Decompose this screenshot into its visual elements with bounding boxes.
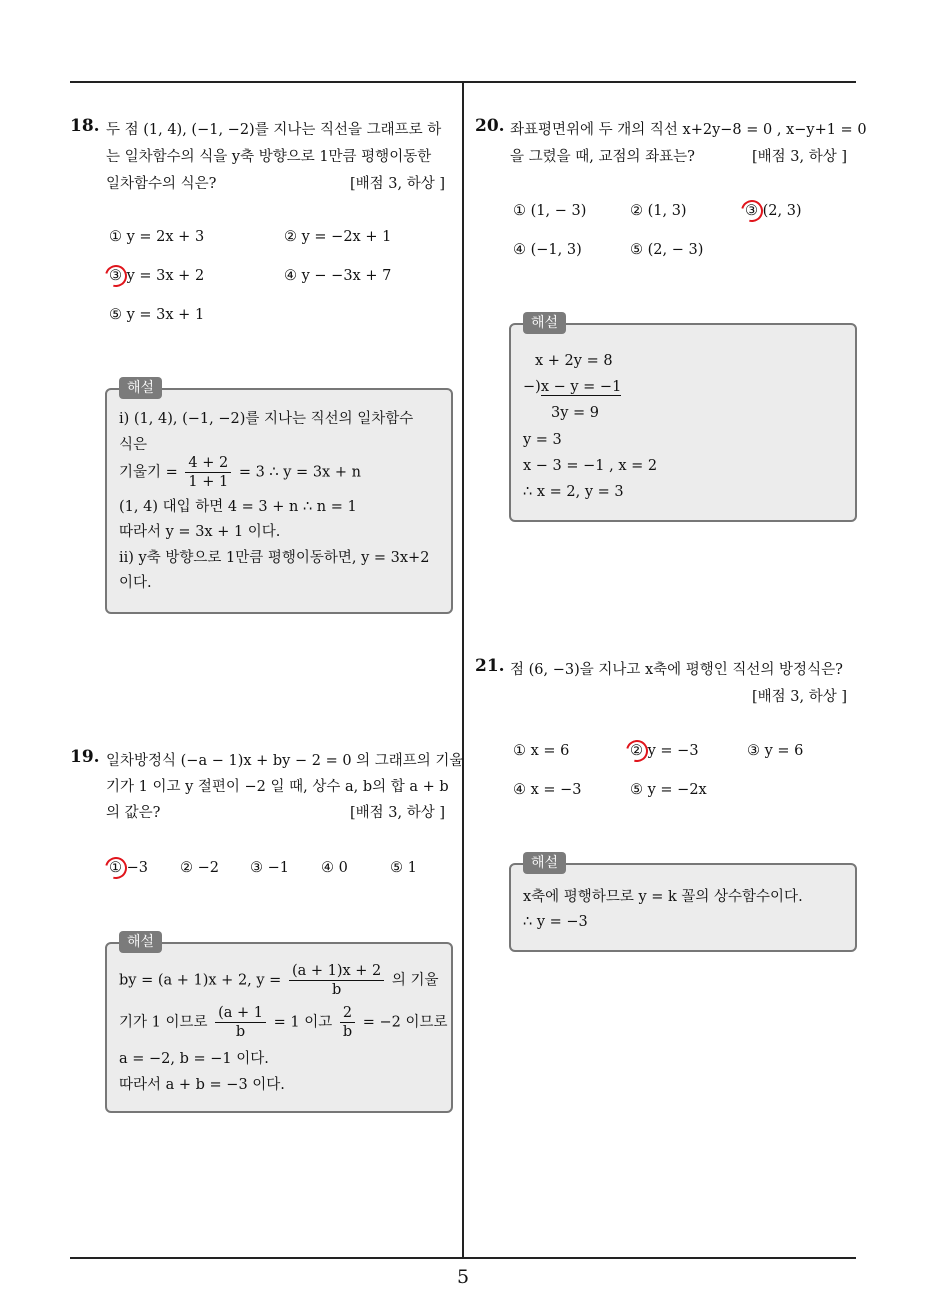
- explanation-tab: 해설: [119, 377, 162, 399]
- choice-1[interactable]: ① x = 6: [513, 743, 570, 759]
- explanation-line: 기울기 = $\frac{4 + 2}{1 + 1}$ = 3 ∴ y = 3x + n: [119, 455, 361, 490]
- explanation-line: ⅱ) y축 방향으로 1만큼 평행이동하면, y = 3x+2: [119, 550, 430, 566]
- explanation-tab: 해설: [523, 312, 566, 334]
- question-text-line: 두 점 (1, 4), (−1, −2)를 지나는 직선을 그래프로 하: [106, 122, 442, 138]
- explanation-line: 기가 1 이므로 $\frac{(a + 1}{b}$ = 1 이고 $\frac{2}{b}$ = −2 이므로: [119, 1005, 448, 1040]
- explanation-line: y = 3: [523, 432, 562, 448]
- explanation-line: ∴ x = 2, y = 3: [523, 484, 624, 500]
- explanation-line: x − 3 = −1 , x = 2: [523, 458, 658, 474]
- choice-3[interactable]: ③ y = 6: [747, 743, 804, 759]
- question-text-line: 점 (6, −3)을 지나고 x축에 평행인 직선의 방정식은?: [510, 662, 843, 678]
- explanation-line: 3y = 9: [551, 405, 600, 421]
- explanation-line: a = −2, b = −1 이다.: [119, 1051, 269, 1067]
- explanation-box: [509, 315, 857, 522]
- choice-5[interactable]: ⑤ y = −2x: [630, 782, 707, 798]
- explanation-box: [509, 855, 857, 952]
- bottom-rule: [70, 1257, 856, 1259]
- score-label: [배점 3, 하상 ]: [350, 176, 446, 192]
- explanation-line: ∴ y = −3: [523, 914, 588, 930]
- question-text-line: 일차방정식 (−a − 1)x + by − 2 = 0 의 그래프의 기울: [106, 753, 464, 769]
- question-text-line: 을 그렸을 때, 교점의 좌표는?: [510, 149, 695, 165]
- score-label: [배점 3, 하상 ]: [752, 149, 848, 165]
- choice-1[interactable]: ① y = 2x + 3: [109, 229, 205, 245]
- question-number: 18.: [70, 116, 100, 136]
- choice-3[interactable]: ③ −1: [250, 860, 289, 876]
- choice-4[interactable]: ④ (−1, 3): [513, 242, 582, 258]
- question-text-line: 좌표평면위에 두 개의 직선 x+2y−8 = 0 , x−y+1 = 0: [510, 122, 867, 138]
- explanation-line: 따라서 a + b = −3 이다.: [119, 1077, 285, 1093]
- question-text-line: 일차함수의 식은?: [106, 176, 217, 192]
- score-label: [배점 3, 하상 ]: [752, 689, 848, 705]
- score-label: [배점 3, 하상 ]: [350, 805, 446, 821]
- choice-2[interactable]: ② (1, 3): [630, 203, 687, 219]
- choice-5[interactable]: ⑤ (2, − 3): [630, 242, 704, 258]
- explanation-line: by = (a + 1)x + 2, y = $\frac{(a + 1)x + 2}{b}$ 의 기울: [119, 963, 439, 998]
- question-text-line: 는 일차함수의 식을 y축 방향으로 1만큼 평행이동한: [106, 149, 432, 165]
- explanation-tab: 해설: [119, 931, 162, 953]
- choice-2[interactable]: ② −2: [180, 860, 219, 876]
- answer-circle-mark: [622, 736, 652, 766]
- explanation-line: 이다.: [119, 575, 152, 591]
- choice-5[interactable]: ⑤ y = 3x + 1: [109, 307, 205, 323]
- explanation-tab: 해설: [523, 852, 566, 874]
- fraction: $\frac{4 + 2}{1 + 1}$: [185, 454, 231, 491]
- choice-1[interactable]: ① −3: [109, 860, 148, 876]
- choice-3[interactable]: ③ (2, 3): [745, 203, 802, 219]
- fraction: $\frac{2}{b}$: [340, 1004, 355, 1041]
- explanation-line: x + 2y = 8: [535, 353, 613, 369]
- choice-5[interactable]: ⑤ 1: [390, 860, 417, 876]
- choice-4[interactable]: ④ 0: [321, 860, 348, 876]
- question-number: 20.: [475, 116, 505, 136]
- page-number: 5: [456, 1266, 470, 1288]
- choice-4[interactable]: ④ x = −3: [513, 782, 582, 798]
- explanation-line: (1, 4) 대입 하면 4 = 3 + n ∴ n = 1: [119, 499, 357, 515]
- explanation-line: 따라서 y = 3x + 1 이다.: [119, 524, 281, 540]
- choice-1[interactable]: ① (1, − 3): [513, 203, 587, 219]
- question-text-line: 의 값은?: [106, 805, 161, 821]
- choice-4[interactable]: ④ y − −3x + 7: [284, 268, 392, 284]
- explanation-line: x축에 평행하므로 y = k 꼴의 상수함수이다.: [523, 889, 803, 905]
- question-number: 19.: [70, 747, 100, 767]
- column-divider: [462, 82, 464, 1257]
- explanation-line: ⅰ) (1, 4), (−1, −2)를 지나는 직선의 일차함수: [119, 411, 414, 427]
- explanation-box: [105, 380, 453, 614]
- answer-circle-mark: [101, 853, 131, 883]
- question-number: 21.: [475, 656, 505, 676]
- choice-3[interactable]: ③ y = 3x + 2: [109, 268, 205, 284]
- explanation-box: [105, 934, 453, 1113]
- answer-circle-mark: [737, 196, 767, 226]
- explanation-line: −)x − y = −1: [523, 379, 622, 395]
- explanation-line: 식은: [119, 437, 148, 453]
- fraction: $\frac{(a + 1)x + 2}{b}$: [289, 962, 384, 999]
- fraction: $\frac{(a + 1}{b}$: [215, 1004, 266, 1041]
- answer-circle-mark: [101, 261, 131, 291]
- choice-2[interactable]: ② y = −2x + 1: [284, 229, 392, 245]
- choice-2[interactable]: ② y = −3: [630, 743, 699, 759]
- question-text-line: 기가 1 이고 y 절편이 −2 일 때, 상수 a, b의 합 a + b: [106, 779, 449, 795]
